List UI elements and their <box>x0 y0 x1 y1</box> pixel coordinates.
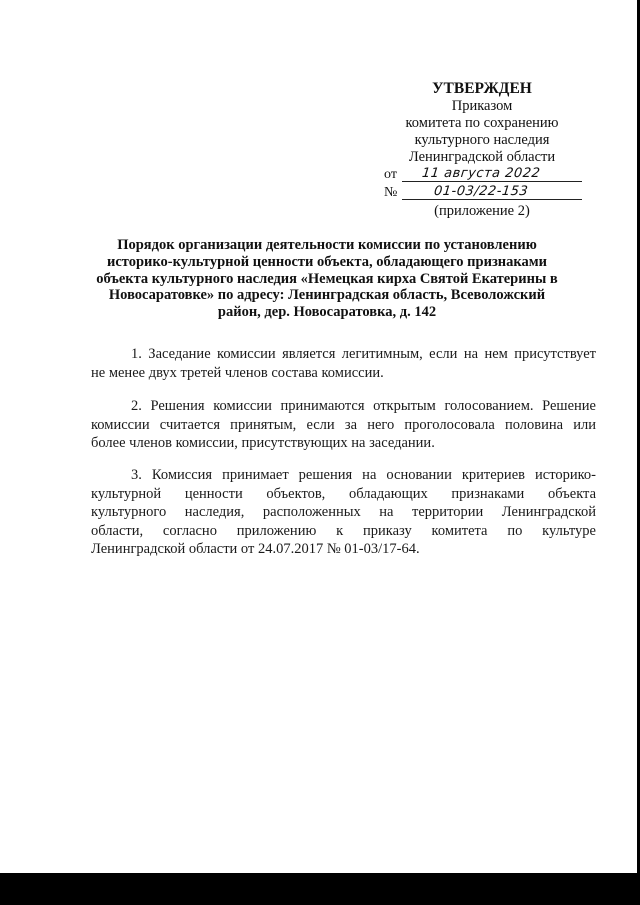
paragraph-3-line-1: 3. Комиссия принимает решения на основании критериев историко- <box>131 467 596 483</box>
heading-line-4: Новосаратовке» по адресу: Ленинградская область, Всеволожский <box>108 287 546 304</box>
heading-line-1: Порядок организации деятельности комиссии по установлению <box>117 237 537 253</box>
paragraph-3-line-5: Ленинградской области от 24.07.2017 № 01-03/17-64. <box>91 541 420 557</box>
approval-order-line: Приказом <box>451 98 513 114</box>
approval-number-field <box>382 184 582 202</box>
paragraph-1-line-2: не менее двух третей членов состава комиссии. <box>91 364 384 381</box>
paragraph-1-line-1: 1. Заседание комиссии является легитимным, если на нем присутствует <box>131 346 596 362</box>
paragraph-3-line-4: области, согласно приложению к приказу комитета по культуре <box>91 522 596 539</box>
paragraph-2-line-2: комиссии считается принятым, если за него проголосовала половина или <box>91 416 596 433</box>
paragraph-1 <box>91 345 596 382</box>
paragraph-3-line-3: культурного наследия, расположенных на территории Ленинградской <box>91 504 596 520</box>
approval-heritage-line: культурного наследия <box>414 132 550 148</box>
heading-line-5: район, дер. Новосаратовка, д. 142 <box>217 304 437 321</box>
paragraph-3 <box>91 466 596 559</box>
paragraph-2-line-1: 2. Решения комиссии принимаются открытым голосованием. Решение <box>131 398 596 414</box>
document-heading <box>92 237 562 321</box>
paragraph-2 <box>91 397 596 453</box>
approval-region-line: Ленинградской области <box>408 149 556 165</box>
approval-title: УТВЕРЖДЕН <box>432 80 532 97</box>
appendix-note: (приложение 2) <box>434 203 530 219</box>
handwritten-date: 11 августа 2022 <box>421 166 542 181</box>
date-label: от <box>384 167 397 182</box>
paragraph-3-line-2: культурной ценности объектов, обладающих признаками объекта <box>91 485 596 502</box>
scan-bottom-edge <box>0 873 640 905</box>
approval-committee-line: комитета по сохранению <box>405 115 559 131</box>
heading-line-2: историко-культурной ценности объекта, обладающего признаками <box>106 253 547 270</box>
handwritten-number: 01-03/22-153 <box>433 184 529 199</box>
number-label: № <box>384 185 398 200</box>
approval-block <box>382 80 582 220</box>
approval-date-field <box>382 166 582 184</box>
heading-line-3: объекта культурного наследия «Немецкая кирха Святой Екатерины в <box>96 270 558 287</box>
paragraph-2-line-3: более членов комиссии, присутствующих на заседании. <box>91 435 435 451</box>
